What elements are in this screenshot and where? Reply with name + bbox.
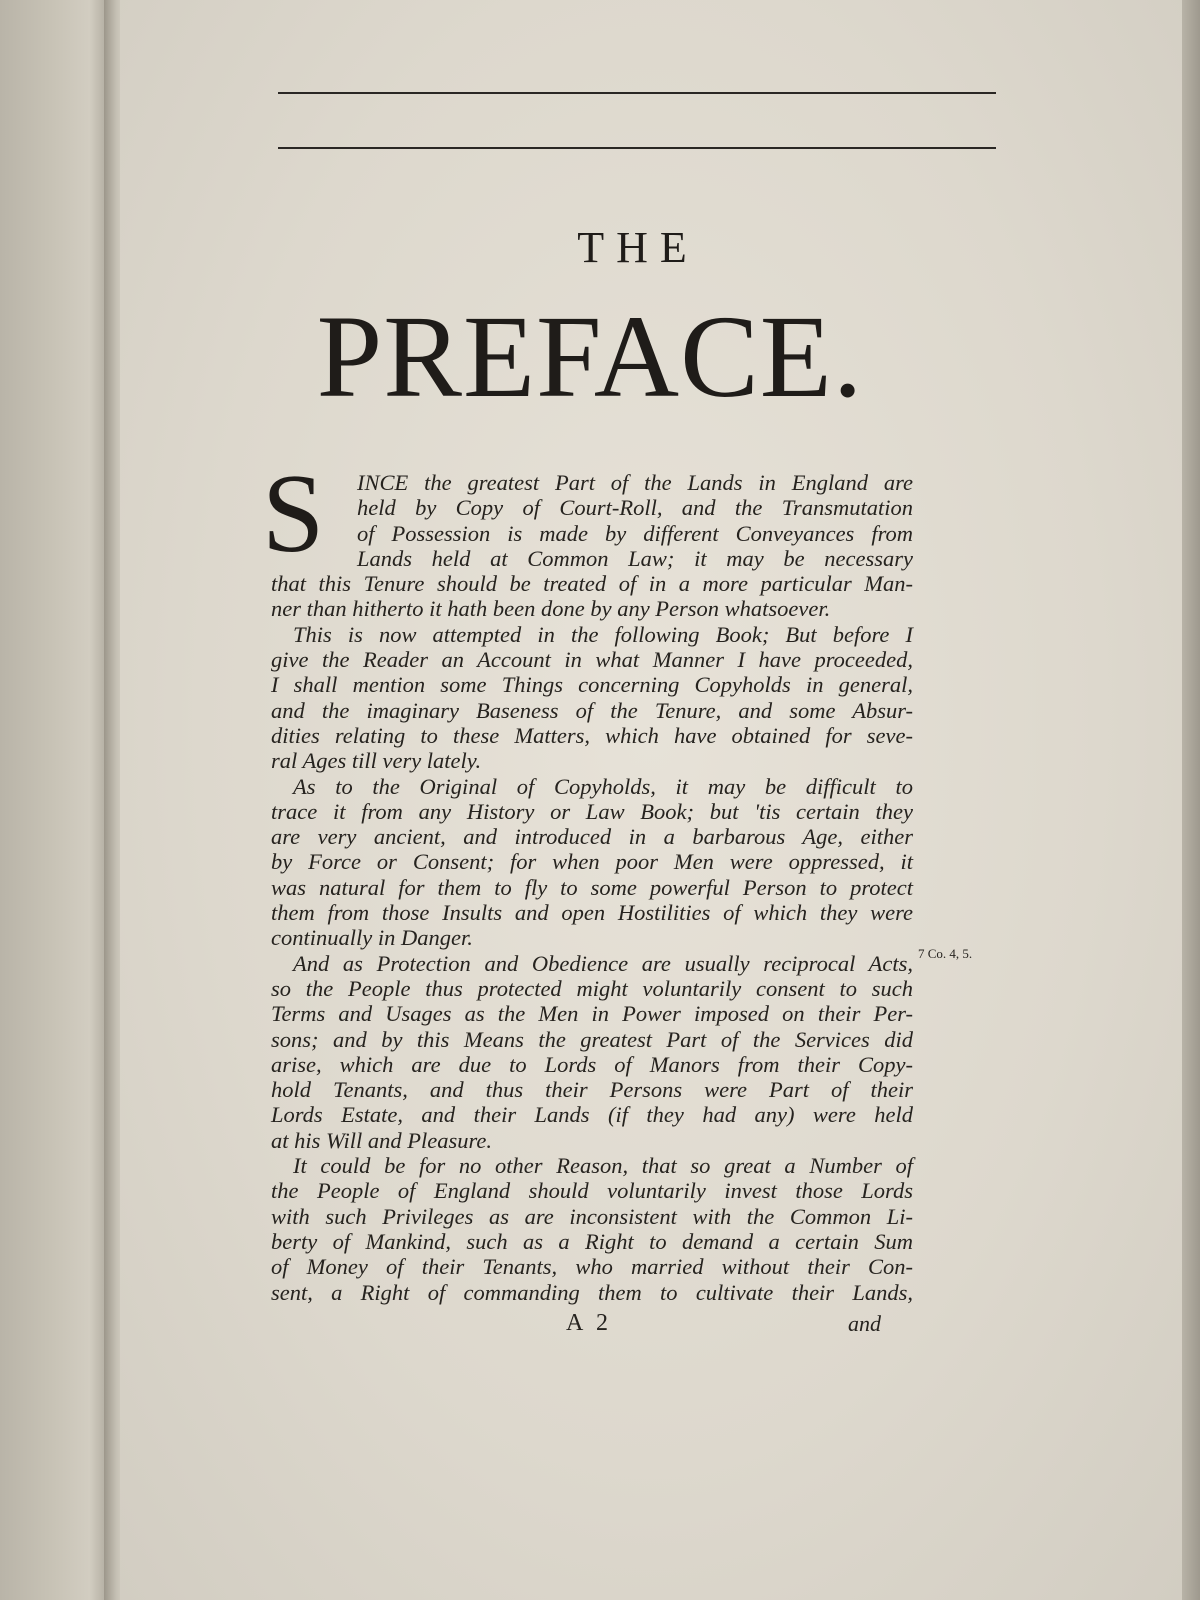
text-line: of Possession is made by different Conveyances from [357,520,913,546]
text-line: This is now attempted in the following Book; But before I [293,621,913,647]
text-line: hold Tenants, and thus their Persons were Part of their [271,1077,913,1103]
text-line: And as Protection and Obedience are usually reciprocal Acts, [293,950,913,976]
text-line: by Force or Consent; for when poor Men were oppressed, it [271,849,913,875]
text-line: It could be for no other Reason, that so great a Number of [293,1153,913,1179]
text-line: are very ancient, and introduced in a barbarous Age, either [271,824,913,850]
text-line: give the Reader an Account in what Manner I have proceeded, [271,647,913,673]
text-line: so the People thus protected might voluntarily consent to such [271,975,913,1001]
text-line: INCE the greatest Part of the Lands in England are [357,470,913,495]
text-line: Terms and Usages as the Men in Power imposed on their Per- [271,1001,913,1027]
text-line: sent, a Right of commanding them to cultivate their Lands, [271,1279,913,1305]
text-line: As to the Original of Copyholds, it may be difficult to [293,773,913,799]
text-line: ner than hitherto it hath been done by any Person whatsoever. [271,596,831,622]
drop-cap: S [262,452,325,576]
header-rule-bottom [278,147,996,149]
text-line: sons; and by this Means the greatest Part of the Services did [271,1026,913,1052]
text-line: I shall mention some Things concerning Copyholds in general, [271,672,913,698]
right-page-edge [1182,0,1200,1600]
left-page-edge [0,0,112,1600]
text-line: and the imaginary Baseness of the Tenure, and some Absur- [271,697,913,723]
text-line: dities relating to these Matters, which have obtained for seve- [271,722,913,748]
margin-citation: 7 Co. 4, 5. [918,946,973,961]
text-line: with such Privileges as are inconsistent with the Common Li- [271,1203,913,1229]
text-line: at his Will and Pleasure. [271,1127,493,1153]
text-line: arise, which are due to Lords of Manors from their Copy- [271,1051,913,1077]
text-line: Lords Estate, and their Lands (if they had any) were held [271,1102,913,1128]
text-line: berty of Mankind, such as a Right to demand a certain Sum [271,1228,913,1254]
title-the: THE [577,223,699,272]
text-line: of Money of their Tenants, who married without their Con- [271,1254,913,1280]
text-line: ral Ages till very lately. [271,748,482,774]
text-line: them from those Insults and open Hostilities of which they were [271,900,913,926]
preface-body [271,470,913,1305]
text-line: trace it from any History or Law Book; but 'tis certain they [271,798,913,824]
text-line: the People of England should voluntarily invest those Lords [271,1178,913,1204]
text-line: held by Copy of Court-Roll, and the Transmutation [357,495,913,521]
header-rule-top [278,92,996,94]
text-line: that this Tenure should be treated of in a more particular Man- [271,571,913,597]
text-line: was natural for them to fly to some powerful Person to protect [271,874,913,900]
text-line: continually in Danger. [271,925,473,951]
text-line: Lands held at Common Law; it may be necessary [357,545,913,571]
catchword: and [848,1311,881,1336]
title-preface: PREFACE. [316,291,864,422]
signature-mark: A 2 [566,1310,613,1336]
